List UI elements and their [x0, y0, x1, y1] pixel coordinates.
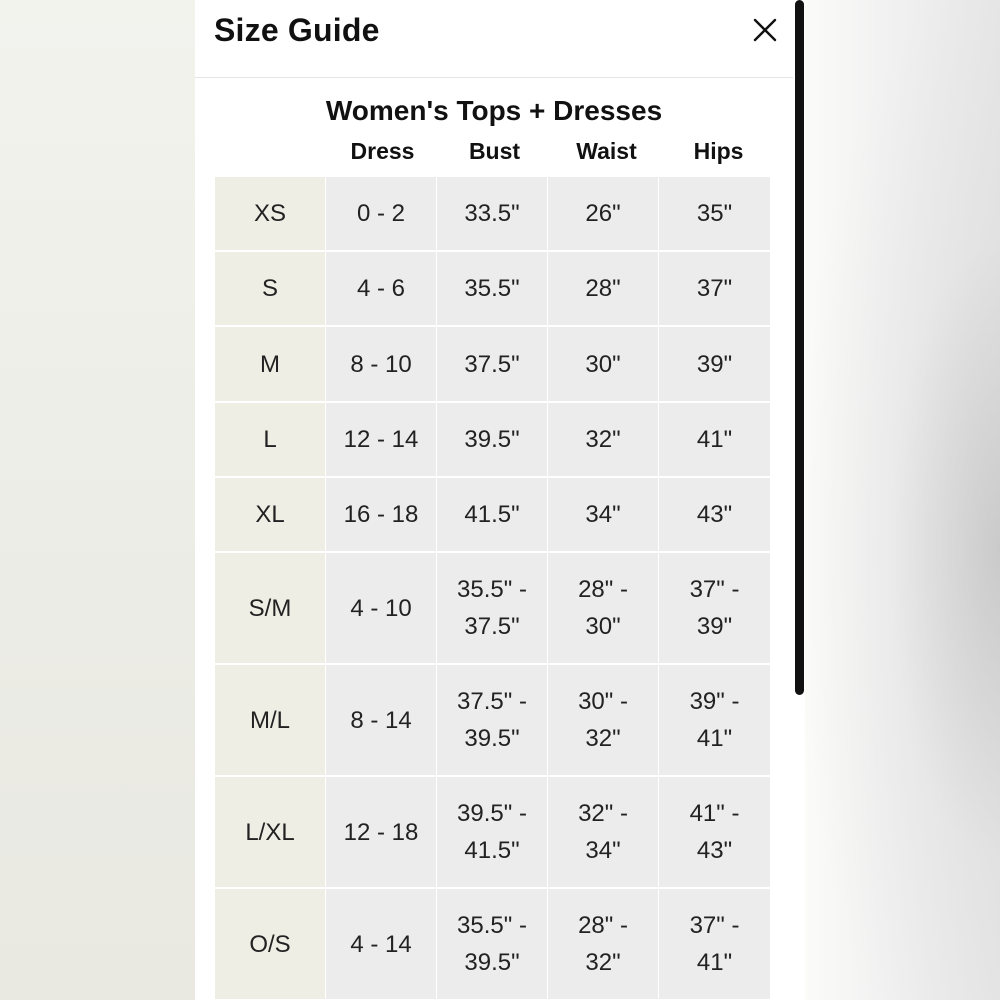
- dress-cell: 4 - 6: [326, 252, 437, 325]
- size-cell: S/M: [215, 553, 326, 663]
- size-table: [215, 177, 774, 1000]
- bust-cell: 35.5" - 37.5": [437, 553, 548, 663]
- background-right: [805, 0, 1000, 1000]
- table-row: [215, 403, 774, 478]
- hips-cell: 39": [659, 327, 770, 401]
- column-header-hips: Hips: [693, 138, 744, 164]
- hips-cell: 35": [659, 177, 770, 250]
- size-guide-modal: [195, 0, 793, 1000]
- waist-cell: 26": [548, 177, 659, 250]
- size-cell: XL: [215, 478, 326, 551]
- size-cell: L/XL: [215, 777, 326, 887]
- hips-cell: 37": [659, 252, 770, 325]
- bust-cell: 39.5": [437, 403, 548, 476]
- bust-cell: 39.5" - 41.5": [437, 777, 548, 887]
- table-row: [215, 327, 774, 403]
- modal-header: [195, 0, 793, 78]
- column-header-waist: Waist: [576, 138, 637, 164]
- close-button[interactable]: [747, 12, 783, 48]
- dress-cell: 8 - 10: [326, 327, 437, 401]
- hips-cell: 43": [659, 478, 770, 551]
- column-header-dress: Dress: [350, 138, 415, 164]
- size-cell: S: [215, 252, 326, 325]
- close-icon: [747, 12, 783, 48]
- dress-cell: 0 - 2: [326, 177, 437, 250]
- waist-cell: 32": [548, 403, 659, 476]
- hips-cell: 37" - 41": [659, 889, 770, 999]
- dress-cell: 4 - 14: [326, 889, 437, 999]
- scrollbar-thumb[interactable]: [795, 0, 804, 695]
- table-row: [215, 478, 774, 553]
- hips-cell: 37" - 39": [659, 553, 770, 663]
- hips-cell: 39" - 41": [659, 665, 770, 775]
- table-row: [215, 553, 774, 665]
- dress-cell: 16 - 18: [326, 478, 437, 551]
- waist-cell: 32" - 34": [548, 777, 659, 887]
- table-row: [215, 177, 774, 252]
- bust-cell: 33.5": [437, 177, 548, 250]
- modal-title: Size Guide: [214, 12, 380, 48]
- dress-cell: 12 - 14: [326, 403, 437, 476]
- hips-cell: 41" - 43": [659, 777, 770, 887]
- table-row: [215, 252, 774, 327]
- size-cell: XS: [215, 177, 326, 250]
- background-left: [0, 0, 195, 1000]
- bust-cell: 41.5": [437, 478, 548, 551]
- hips-cell: 41": [659, 403, 770, 476]
- table-row: [215, 665, 774, 777]
- table-row: [215, 777, 774, 889]
- waist-cell: 28" - 30": [548, 553, 659, 663]
- size-cell: L: [215, 403, 326, 476]
- table-row: [215, 889, 774, 1000]
- waist-cell: 34": [548, 478, 659, 551]
- waist-cell: 30": [548, 327, 659, 401]
- size-cell: M/L: [215, 665, 326, 775]
- dress-cell: 8 - 14: [326, 665, 437, 775]
- column-header-bust: Bust: [468, 138, 521, 164]
- waist-cell: 28" - 32": [548, 889, 659, 999]
- dress-cell: 4 - 10: [326, 553, 437, 663]
- bust-cell: 37.5": [437, 327, 548, 401]
- bust-cell: 37.5" - 39.5": [437, 665, 548, 775]
- table-title: Women's Tops + Dresses: [325, 95, 663, 126]
- bust-cell: 35.5" - 39.5": [437, 889, 548, 999]
- size-cell: M: [215, 327, 326, 401]
- dress-cell: 12 - 18: [326, 777, 437, 887]
- column-headers: [215, 138, 774, 172]
- waist-cell: 28": [548, 252, 659, 325]
- size-cell: O/S: [215, 889, 326, 999]
- waist-cell: 30" - 32": [548, 665, 659, 775]
- bust-cell: 35.5": [437, 252, 548, 325]
